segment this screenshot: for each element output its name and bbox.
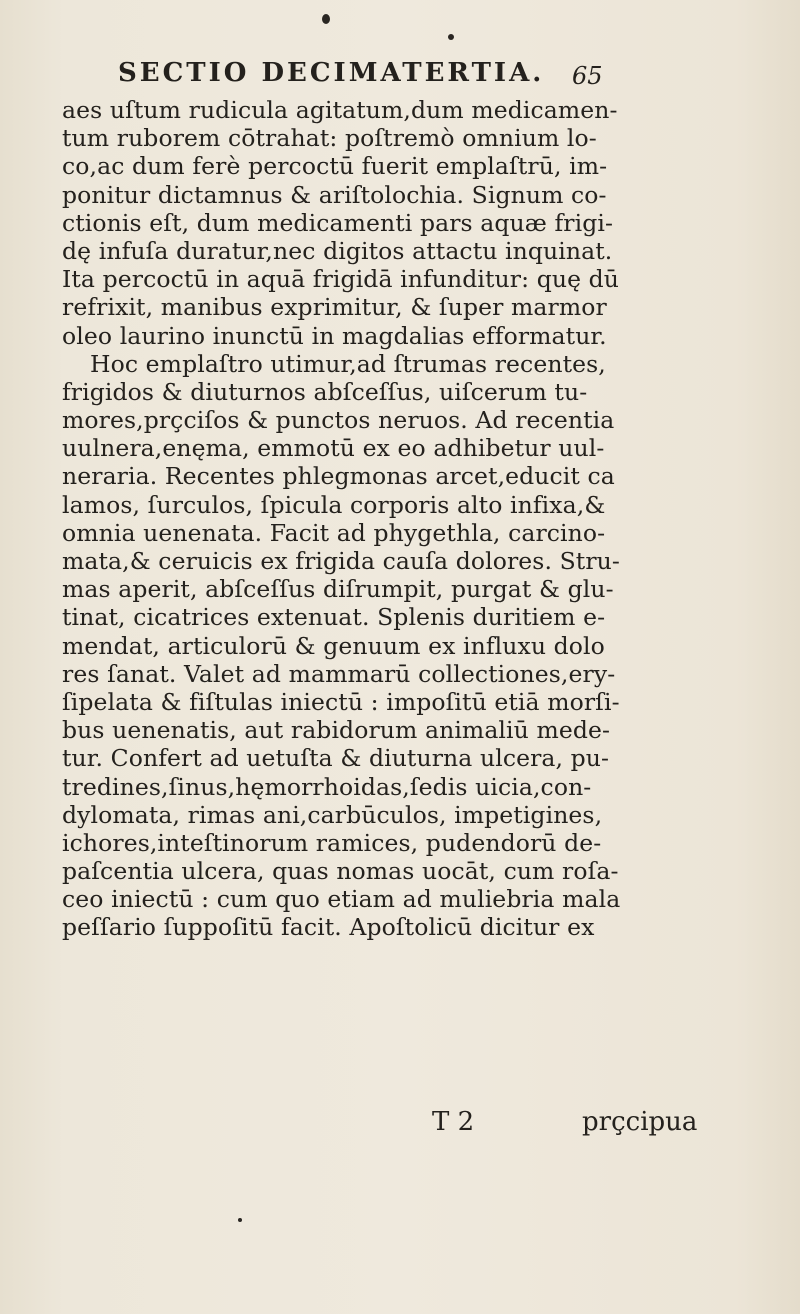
- text-line: uulnera,enęma, emmotū ex eo adhibetur uul-: [62, 434, 605, 463]
- text-line: ponitur dictamnus & ariſtolochia. Signum co-: [62, 180, 607, 209]
- text-line: frigidos & diuturnos abſceſſus, uiſcerum tu-: [62, 377, 588, 406]
- page-number: 65: [572, 62, 603, 90]
- text-line: tur. Confert ad uetuſta & diuturna ulcera, pu-: [62, 744, 610, 773]
- text-line: ceo iniectū : cum quo etiam ad muliebria mala: [62, 885, 621, 914]
- text-line: bus uenenatis, aut rabidorum animaliū mede-: [62, 716, 611, 745]
- ink-speck: [448, 34, 454, 40]
- text-line: ſipelata & fiſtulas iniectū : impoſitū etiā morſi-: [62, 687, 620, 716]
- text-line: tum ruborem cōtrahat: poſtremò omnium lo-: [62, 124, 597, 153]
- catchword: prçcipua: [582, 1107, 698, 1137]
- text-line: ctionis eſt, dum medicamenti pars aquæ frigi-: [62, 208, 614, 237]
- text-line: oleo laurino inunctū in magdalias efformatur.: [62, 321, 607, 350]
- text-line: co,ac dum ferè percoctū fuerit emplaſtrū, im-: [62, 152, 608, 181]
- text-line: neraria. Recentes phlegmonas arcet,educit ca: [62, 462, 615, 491]
- text-line: mendat, articulorū & genuum ex influxu dolo: [62, 631, 605, 660]
- ink-speck: [322, 14, 330, 24]
- text-line: aes uſtum rudicula agitatum,dum medicamen-: [62, 96, 618, 124]
- body-text: [62, 96, 738, 942]
- text-line: res ſanat. Valet ad mammarū collectiones,ery-: [62, 659, 616, 688]
- paragraph-start-line: Hoc emplaſtro utimur,ad ſtrumas recentes,: [90, 349, 606, 378]
- text-line: tredines,ſinus,hęmorrhoidas,ſedis uicia,con-: [62, 772, 592, 801]
- text-line: lamos, ſurculos, ſpicula corporis alto infixa,&: [62, 490, 606, 519]
- text-line: mores,prçciſos & punctos neruos. Ad recentia: [62, 406, 615, 435]
- text-line: paſcentia ulcera, quas nomas uocāt, cum roſa-: [62, 857, 619, 886]
- signature-mark: T 2: [432, 1107, 475, 1137]
- page-header: [118, 58, 678, 98]
- text-line: Ita percoctū in aquā frigidā infunditur: quę dū: [62, 265, 620, 294]
- text-line: mas aperit, abſceſſus diſrumpit, purgat & glu-: [62, 575, 614, 604]
- text-line: mata,& ceruicis ex frigida cauſa dolores. Stru-: [62, 547, 620, 575]
- text-line: dę infuſa duratur,nec digitos attactu inquinat.: [62, 236, 613, 265]
- text-line: ichores,inteſtinorum ramices, pudendorū de-: [62, 828, 602, 857]
- text-line: dylomata, rimas ani,carbūculos, impetigines,: [62, 800, 603, 829]
- text-line: refrixit, manibus exprimitur, & ſuper marmor: [62, 293, 607, 322]
- page-footer: [62, 1107, 738, 1147]
- text-line: tinat, cicatrices extenuat. Splenis duritiem e-: [62, 603, 606, 632]
- ink-speck: [238, 1218, 242, 1222]
- text-line: peſſario ſuppoſitū facit. Apoſtolicū dicitur ex: [62, 913, 595, 942]
- text-line: omnia uenenata. Facit ad phygethla, carcino-: [62, 518, 606, 547]
- running-head: SECTIO DECIMATERTIA.: [118, 58, 545, 88]
